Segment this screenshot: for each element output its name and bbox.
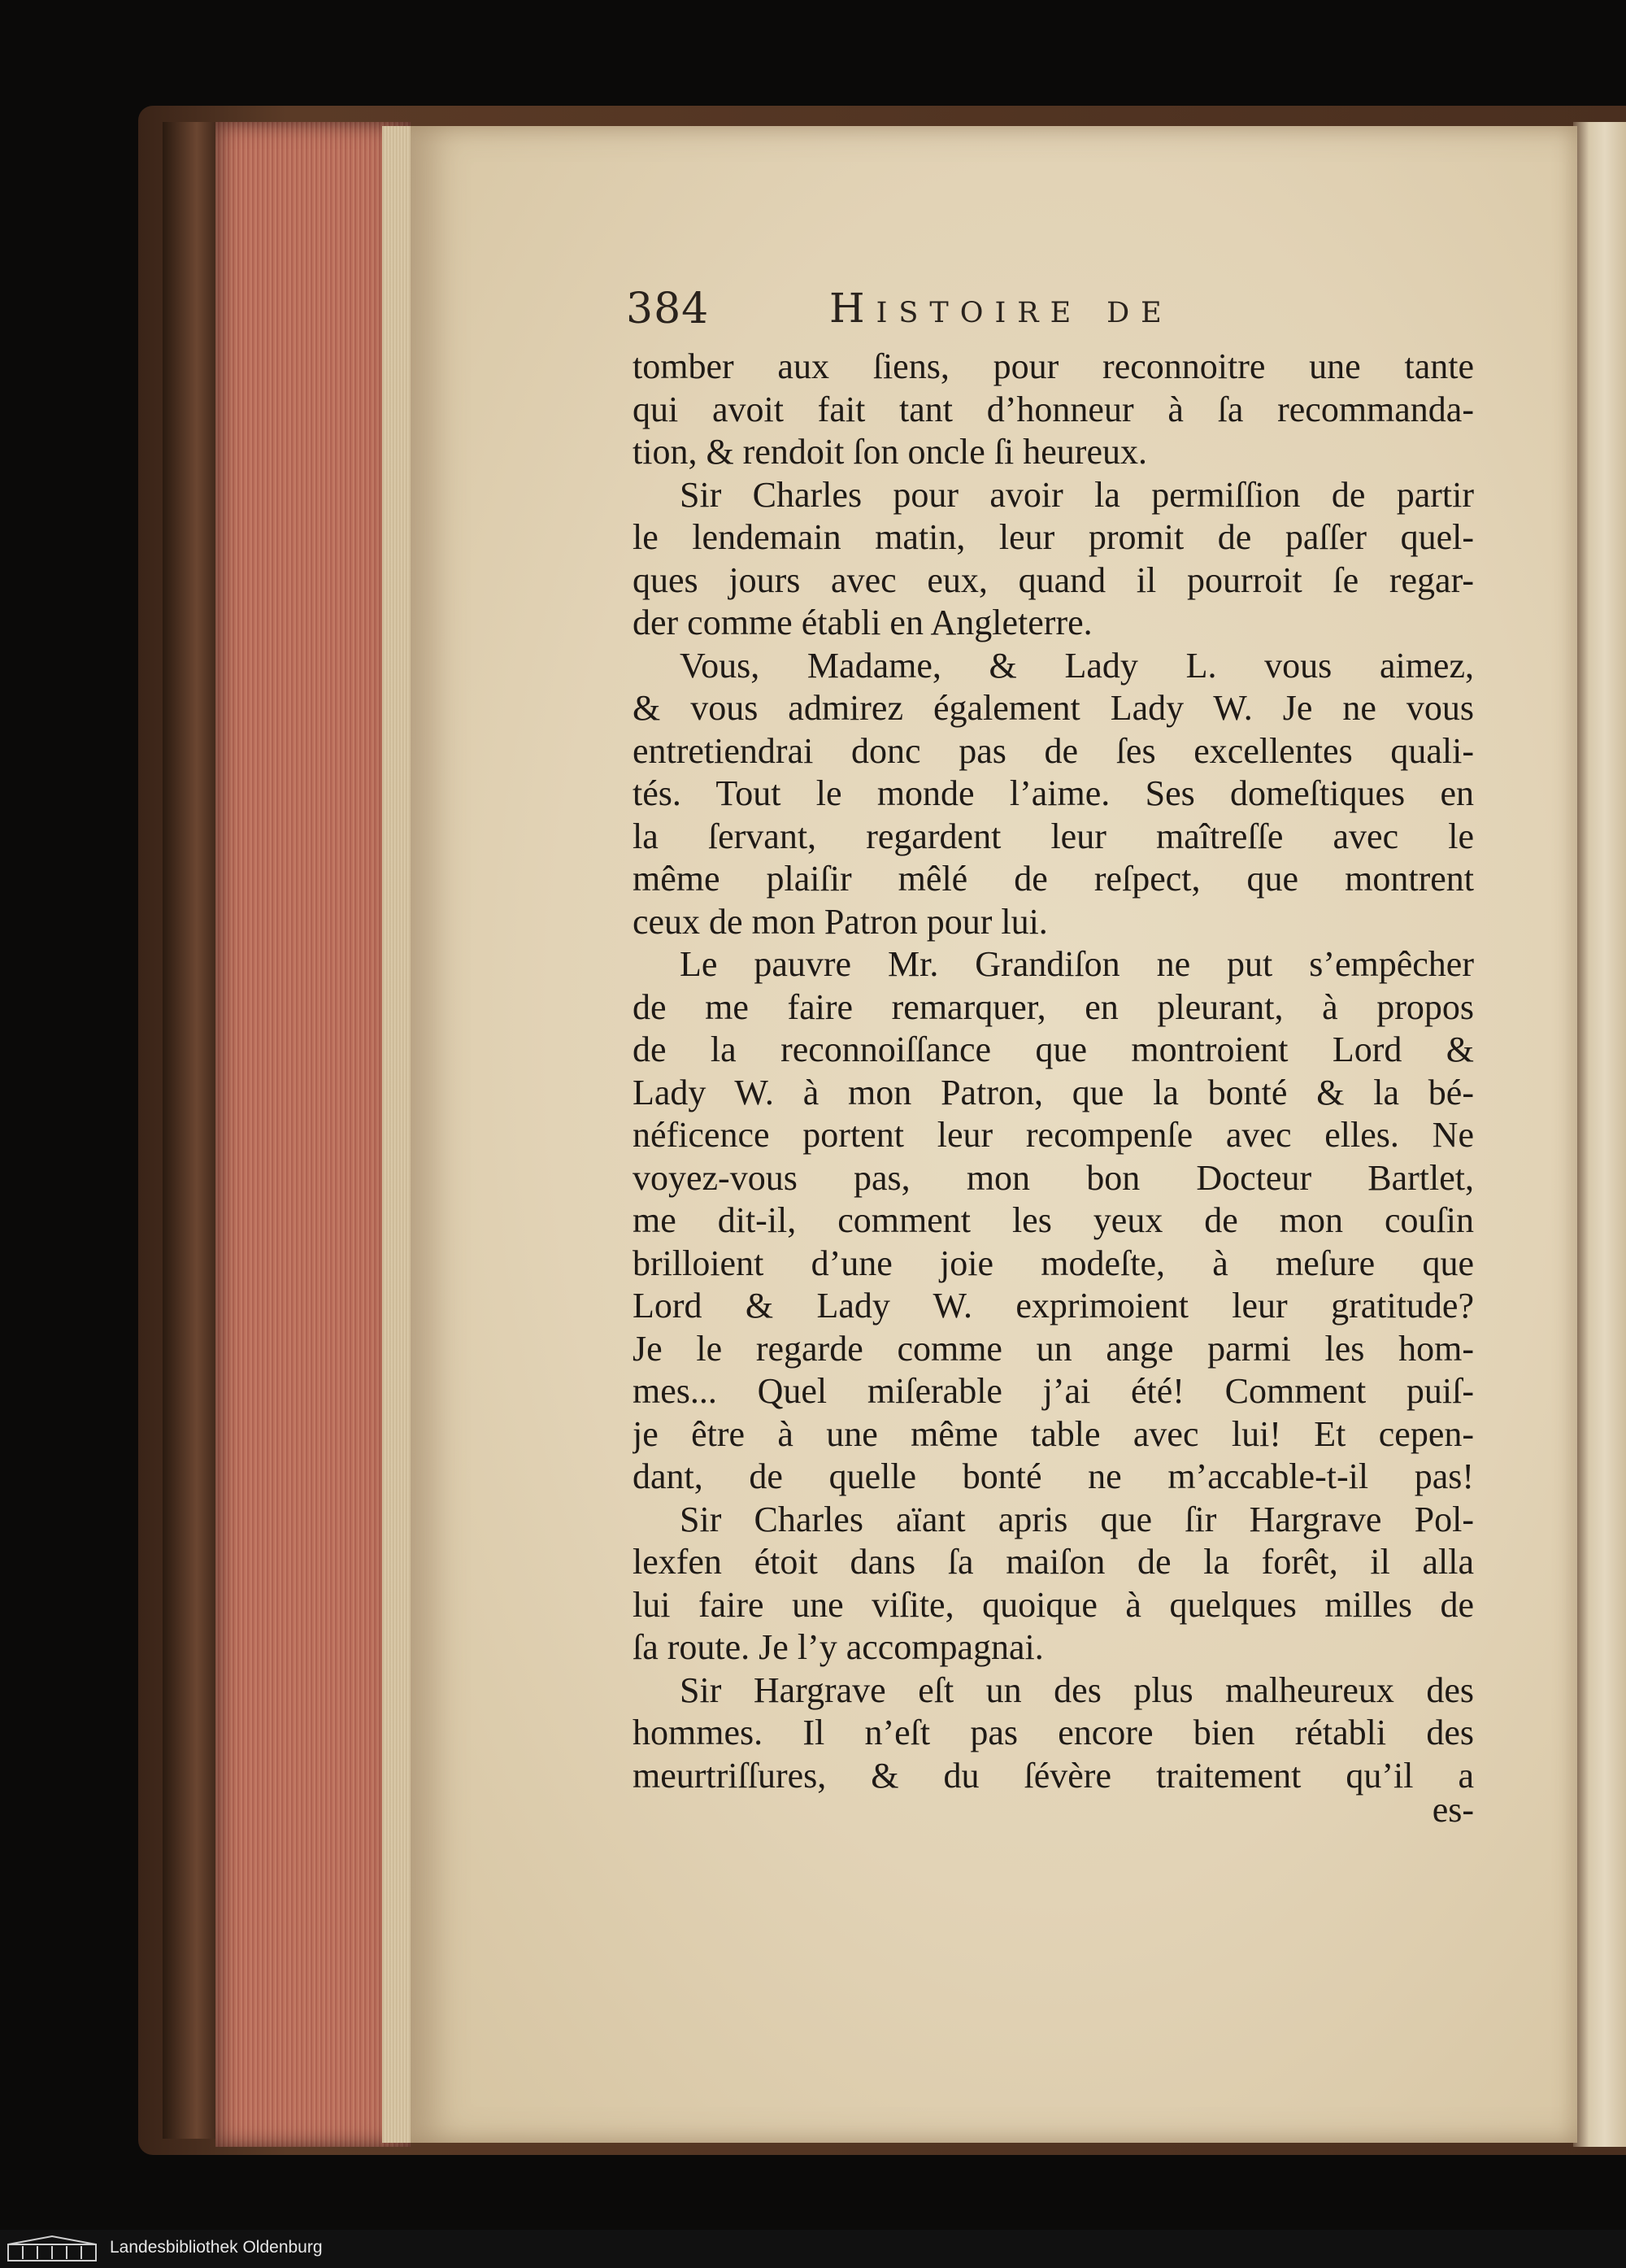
text-line: Sir Charles pour avoir la permiſſion de partir xyxy=(680,474,1474,515)
text-line: la ſervant, regardent leur maîtreſſe avec le xyxy=(633,816,1474,856)
text-line: le lendemain matin, leur promit de paſſer quel- xyxy=(633,517,1474,557)
text-line: voyez-vous pas, mon bon Docteur Bartlet, xyxy=(633,1157,1474,1198)
text-line: je être à une même table avec lui! Et cepen- xyxy=(633,1413,1474,1454)
page-number: 384 xyxy=(626,285,710,333)
text-line: Le pauvre Mr. Grandiſon ne put s’empêcher xyxy=(680,944,1474,984)
page-block-edges xyxy=(215,122,411,2147)
text-line: même plaiſir mêlé de reſpect, que montrent xyxy=(633,859,1474,899)
text-line: Sir Charles aïant apris que ſir Hargrave Pol- xyxy=(680,1499,1474,1539)
text-line: meurtriſſures, & du ſévère traitement qu’il a xyxy=(633,1755,1474,1796)
catchword: es- xyxy=(1432,1790,1474,1830)
library-name[interactable]: Landesbibliothek Oldenburg xyxy=(110,2238,323,2257)
text-line: de me faire remarquer, en pleurant, à propos xyxy=(633,986,1474,1027)
text-line: Sir Hargrave eſt un des plus malheureux des xyxy=(680,1669,1474,1710)
text-line: ſa route. Je l’y accompagnai. xyxy=(633,1627,1044,1667)
text-line: Je le regarde comme un ange parmi les hom- xyxy=(633,1328,1474,1369)
facing-page-edge xyxy=(1573,122,1626,2147)
text-line: Lady W. à mon Patron, que la bonté & la bé- xyxy=(633,1072,1474,1112)
text-line: néficence portent leur recompenſe avec elles. Ne xyxy=(633,1115,1474,1155)
footer-bar xyxy=(0,2230,1626,2268)
text-line: ques jours avec eux, quand il pourroit ſe regar- xyxy=(633,559,1474,600)
text-line: entretiendrai donc pas de ſes excellentes quali- xyxy=(633,730,1474,771)
text-line: mes... Quel miſerable j’ai été! Comment puiſ- xyxy=(633,1371,1474,1411)
running-title: Histoire de xyxy=(829,285,1173,332)
library-building-icon xyxy=(7,2235,98,2262)
text-line: lui faire une viſite, quoique à quelques milles de xyxy=(633,1584,1474,1625)
page-edge-highlight xyxy=(382,126,415,2143)
text-line: dant, de quelle bonté ne m’accable-t-il pas! xyxy=(633,1456,1474,1496)
text-line: tomber aux ſiens, pour reconnoitre une tante xyxy=(633,346,1474,386)
body-text xyxy=(633,346,1474,1797)
text-line: me dit-il, comment les yeux de mon couſin xyxy=(633,1200,1474,1240)
text-line: Lord & Lady W. exprimoient leur gratitude? xyxy=(633,1286,1474,1326)
text-line: brilloient d’une joie modeſte, à meſure que xyxy=(633,1243,1474,1283)
text-line: ceux de mon Patron pour lui. xyxy=(633,901,1048,942)
text-line: de la reconnoiſſance que montroient Lord & xyxy=(633,1030,1474,1069)
text-line: tion, & rendoit ſon oncle ſi heureux. xyxy=(633,432,1147,472)
text-line: qui avoit fait tant d’honneur à ſa recommanda- xyxy=(633,389,1474,429)
text-line: & vous admirez également Lady W. Je ne vous xyxy=(633,688,1474,728)
book-spine xyxy=(163,122,220,2139)
text-line: tés. Tout le monde l’aime. Ses domeſtiques en xyxy=(633,773,1474,813)
text-line: Vous, Madame, & Lady L. vous aimez, xyxy=(680,645,1474,686)
text-line: der comme établi en Angleterre. xyxy=(633,603,1093,642)
text-line: lexfen étoit dans ſa maiſon de la forêt, il alla xyxy=(633,1542,1474,1582)
running-head xyxy=(626,285,1439,342)
text-line: hommes. Il n’eſt pas encore bien rétabli des xyxy=(633,1713,1474,1752)
